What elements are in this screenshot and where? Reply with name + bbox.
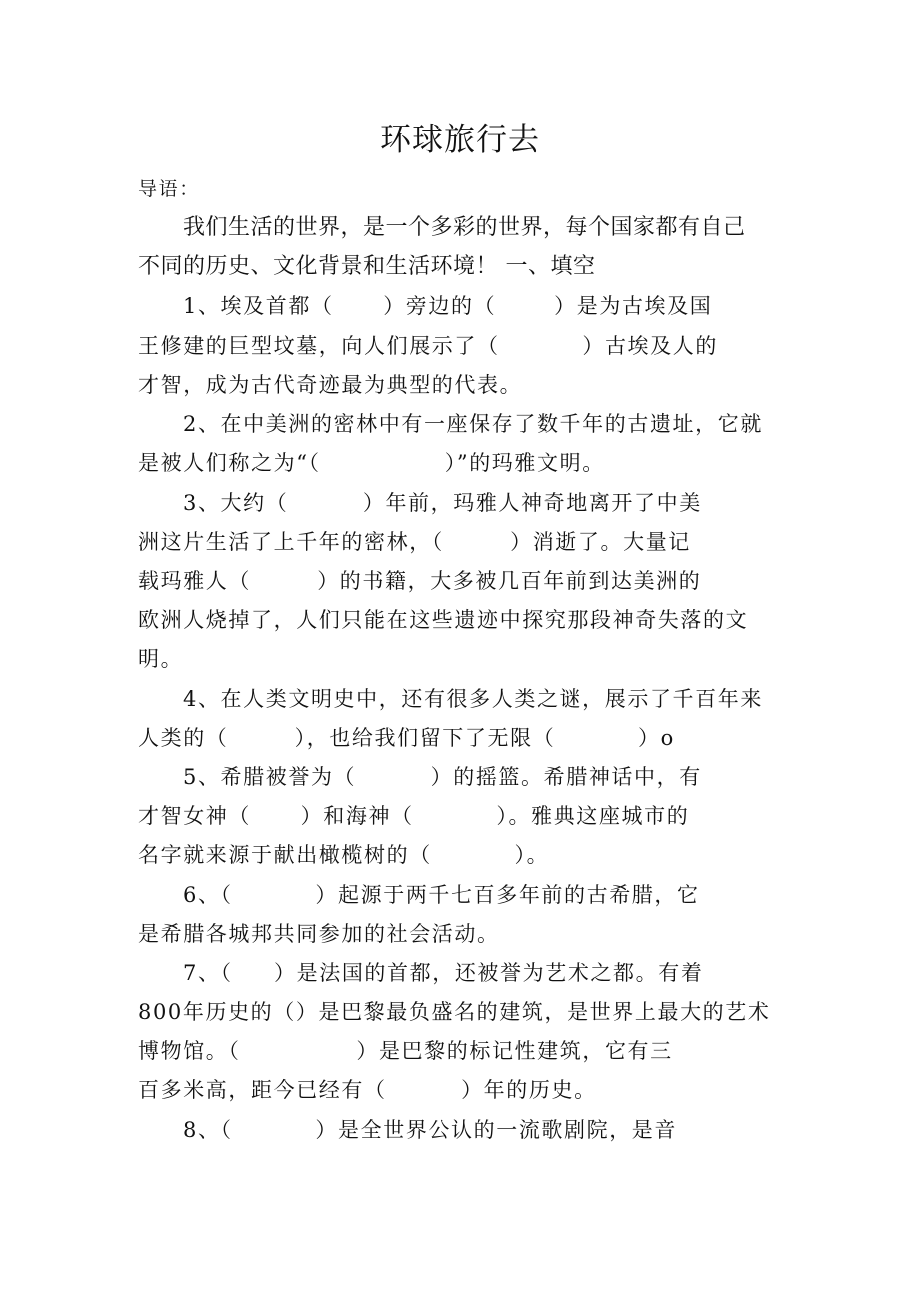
intro-label: 导语：	[138, 178, 200, 200]
question-3-line: 载玛雅人（ ）的书籍，大多被几百年前到达美洲的	[138, 569, 702, 593]
question-3-line: 3、大约（ ）年前，玛雅人神奇地离开了中美	[183, 491, 702, 515]
question-2-line: 2、在中美洲的密林中有一座保存了数千年的古遗址，它就	[183, 412, 763, 436]
question-6-line: 是希腊各城邦共同参加的社会活动。	[138, 922, 500, 946]
question-7-line: 7、（ ）是法国的首都，还被誉为艺术之都。有着	[183, 961, 704, 985]
question-7-line: 博物馆。（ ）是巴黎的标记性建筑，它有三	[138, 1039, 673, 1063]
question-1-line: 才智，成为古代奇迹最为典型的代表。	[138, 373, 523, 397]
question-5-line: 才智女神（ ）和海神（ ）。雅典这座城市的	[138, 804, 690, 828]
intro-line: 我们生活的世界，是一个多彩的世界，每个国家都有自己	[183, 215, 746, 240]
question-3-line: 洲这片生活了上千年的密林，（ ）消逝了。大量记	[138, 530, 691, 554]
question-1-line: 王修建的巨型坟墓，向人们展示了（ ）古埃及人的	[138, 334, 718, 358]
intro-line: 不同的历史、文化背景和生活环境！ 一、填空	[138, 254, 596, 279]
question-7-line: 800年历史的（）是巴黎最负盛名的建筑，是世界上最大的艺术	[138, 1000, 771, 1024]
question-8-line: 8、（ ）是全世界公认的一流歌剧院，是音	[183, 1118, 678, 1142]
question-5-line: 5、希腊被誉为（ ）的摇篮。希腊神话中，有	[183, 765, 702, 789]
question-6-line: 6、（ ）起源于两千七百多年前的古希腊，它	[183, 883, 700, 907]
question-4-line: 4、在人类文明史中，还有很多人类之谜，展示了千百年来	[183, 687, 763, 711]
question-3-line: 明。	[138, 647, 184, 671]
document-title: 环球旅行去	[380, 122, 540, 158]
question-5-line: 名字就来源于献出橄榄树的（ ）。	[138, 843, 550, 867]
question-3-line: 欧洲人烧掉了，人们只能在这些遗迹中探究那段神奇失落的文	[138, 608, 749, 632]
question-7-line: 百多米高，距今已经有（ ）年的历史。	[138, 1078, 597, 1102]
question-1-line: 1、埃及首都（ ）旁边的（ ）是为古埃及国	[183, 294, 713, 318]
question-2-line: 是被人们称之为“（ ）”的玛雅文明。	[138, 451, 605, 475]
question-4-line: 人类的（ ），也给我们留下了无限（ ）o	[138, 726, 675, 750]
